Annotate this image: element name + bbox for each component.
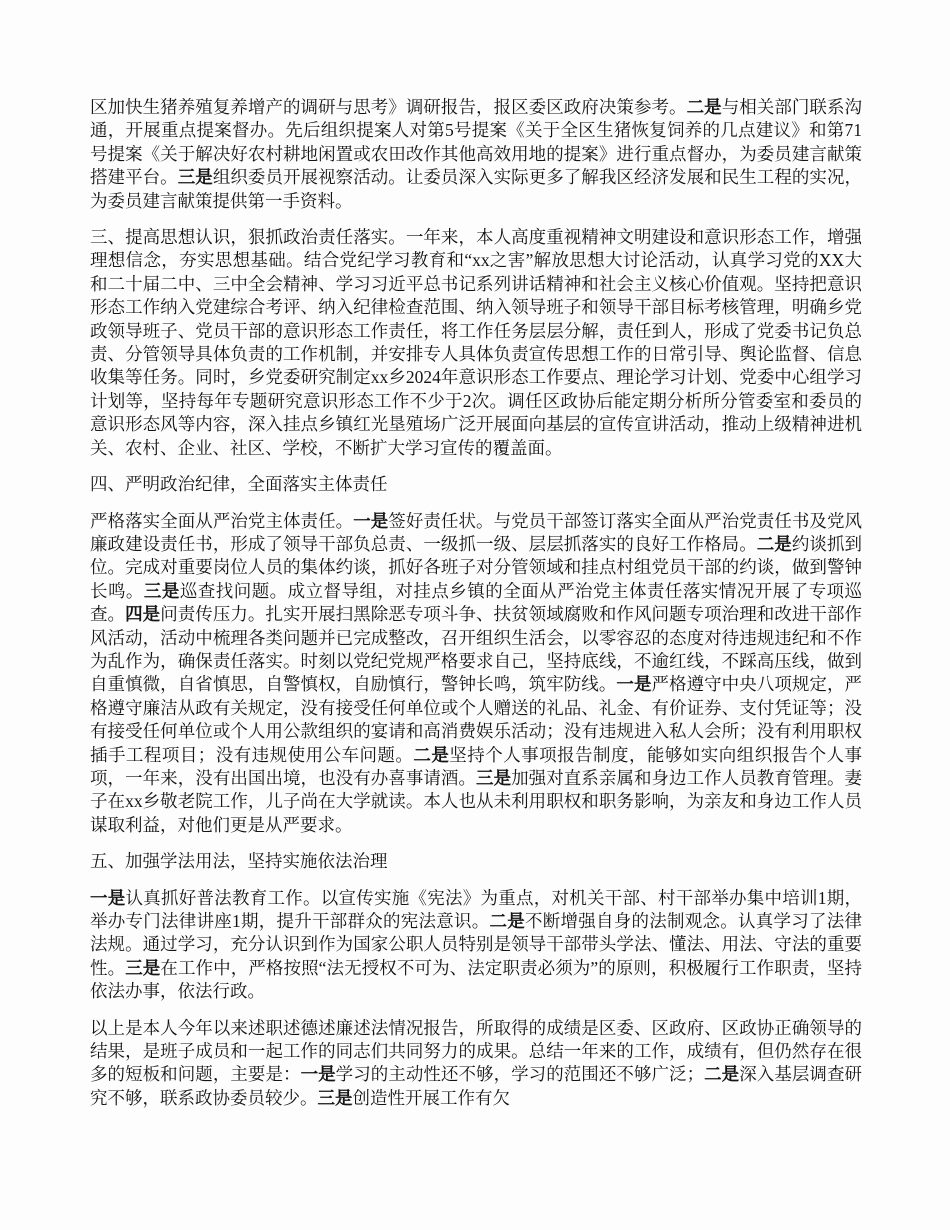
text-run: 认真抓好普法教育工作。以宣传实施《宪法》为重点，对机关干部、村干部举办集中培训1期，举办专门法律讲座1期，提升干部群众的宪法意识。: [90, 887, 862, 931]
text-run: 与相关部门联系沟通，开展重点提案督办。先后组织提案人对第5号提案《关于全区生猪恢复饲养的几点建议》和第71号提案《关于解决好农村耕地闲置或农田改作其他高效用地的提案》进行重点督办，为委员建言献策搭建平台。: [90, 97, 863, 188]
emphasis-run: 三是: [125, 957, 161, 978]
emphasis-run: 四是: [125, 604, 161, 625]
emphasis-run: 三是: [143, 580, 180, 601]
emphasis-run: 三是: [317, 1087, 353, 1108]
text-run: 三、提高思想认识，狠抓政治责任落实。一年来，本人高度重视精神文明建设和意识形态工作，增强理想信念，夯实思想基础。结合党纪学习教育和“xx之害”解放思想大讨论活动，认真学习党的XX大和二十届二中、三中全会精神、学习习近平总书记系列讲话精神和社会主义核心价值观。坚持把意识形态工作纳入党建综合考评、纳入纪律检查范围、纳入领导班子和领导干部目标考核管理，明确乡党政领导班子、党员干部的意识形态工作责任，将工作任务层层分解，责任到人，形成了党委书记负总责、分管领导具体负责的工作机制，并安排专人具体负责宣传思想工作的日常引导、舆论监督、信息收集等任务。同时，乡党委研究制定xx乡2024年意识形态工作要点、理论学习计划、党委中心组学习计划等，坚持每年专题研究意识形态工作不少于2次。调任区政协后能定期分析所分管委室和委员的意识形态风等内容，深入挂点乡镇红光垦殖场广泛开展面向基层的宣传宣讲活动，推动上级精神进机关、农村、企业、社区、学校，不断扩大学习宣传的覆盖面。: [90, 227, 862, 458]
text-run: 五、加强学法用法，坚持实施依法治理: [90, 851, 388, 872]
text-run: 四、严明政治纪律，全面落实主体责任: [90, 474, 388, 495]
text-run: 组织委员开展视察活动。让委员深入实际更多了解我区经济发展和民生工程的实况，为委员建言献策提供第一手资料。: [90, 167, 862, 211]
para-section-5-law: [90, 887, 862, 1004]
para-section-4-responsibility: [90, 510, 862, 838]
emphasis-run: 二是: [756, 533, 792, 554]
text-run: 不断增强自身的法制观念。认真学习了法律法规。通过学习，充分认识到作为国家公职人员特别是领导干部带头学法、懂法、用法、守法的重要性。: [90, 911, 862, 978]
emphasis-run: 二是: [686, 97, 722, 117]
text-run: 加强对直系亲属和身边工作人员教育管理。妻子在xx乡敬老院工作，儿子尚在大学就读。本人也从未利用职权和职务影响，为亲友和身边工作人员谋取利益，对他们更是从严要求。: [90, 767, 863, 835]
heading-section-4: [90, 473, 862, 496]
text-run: 在工作中，严格按照“法无授权不可为、法定职责必须为”的原则，积极履行工作职责，坚持依法办事，依法行政。: [90, 957, 863, 1002]
text-run: 深入基层调查研究不够，联系政协委员较少。: [90, 1064, 863, 1108]
emphasis-run: 一是: [300, 1064, 336, 1085]
text-run: 学习的主动性还不够，学习的范围还不够广泛；: [335, 1064, 705, 1085]
para-section-3-ideology: [90, 226, 862, 460]
emphasis-run: 二是: [489, 911, 525, 931]
text-run: 签好责任状。与党员干部签订落实全面从严治党责任书及党风廉政建设责任书，形成了领导干部负总责、一级抓一级、层层抓落实的良好工作格局。: [90, 510, 863, 554]
emphasis-run: 一是: [616, 674, 652, 695]
text-run: 严格遵守中央八项规定，严格遵守廉洁从政有关规定，没有接受任何单位或个人赠送的礼品、礼金、有价证券、支付凭证等；没有接受任何单位或个人用公款组织的宴请和高消费娱乐活动；没有违规进入私人会所；没有利用职权插手工程项目；没有违规使用公车问题。: [90, 674, 863, 765]
para-proposal-supervision: [90, 96, 862, 213]
text-run: 以上是本人今年以来述职述德述廉述法情况报告，所取得的成绩是区委、区政府、区政协正确领导的结果，是班子成员和一起工作的同志们共同努力的成果。总结一年来的工作，成绩有，但仍然存在很多的短板和问题，主要是：: [90, 1017, 862, 1085]
text-run: 坚持个人事项报告制度，能够如实向组织报告个人事项，一年来，没有出国出境，也没有办喜事请酒。: [90, 744, 863, 788]
emphasis-run: 一是: [353, 510, 389, 531]
emphasis-run: 二是: [413, 744, 450, 765]
text-run: 区加快生猪养殖复养增产的调研与思考》调研报告，报区委区政府决策参考。: [90, 97, 687, 117]
text-run: 创造性开展工作有欠: [352, 1087, 510, 1108]
para-summary-shortcomings: [90, 1017, 862, 1111]
text-run: 巡查找问题。成立督导组，对挂点乡镇的全面从严治党主体责任落实情况开展了专项巡查。: [90, 580, 863, 625]
heading-section-5: [90, 850, 862, 873]
text-run: 问责传压力。扎实开展扫黑除恶专项斗争、扶贫领域腐败和作风问题专项治理和改进干部作风活动，活动中梳理各类问题并已完成整改，召开组织生活会，以零容忍的态度对待违规违纪和不作为乱作为，确保责任落实。时刻以党纪党规严格要求自己，坚持底线，不逾红线，不踩高压线，做到自重慎微，自省慎思，自警慎权，自励慎行，警钟长鸣，筑牢防线。: [90, 604, 862, 695]
emphasis-run: 二是: [704, 1064, 740, 1085]
emphasis-run: 三是: [177, 167, 213, 188]
emphasis-run: 一是: [90, 887, 126, 908]
document-body: [90, 96, 862, 1110]
emphasis-run: 三是: [476, 767, 512, 788]
text-run: 严格落实全面从严治党主体责任。: [90, 510, 354, 531]
text-run: 约谈抓到位。完成对重要岗位人员的集体约谈，抓好各班子对分管领域和挂点村组党员干部的约谈，做到警钟长鸣。: [90, 533, 862, 601]
